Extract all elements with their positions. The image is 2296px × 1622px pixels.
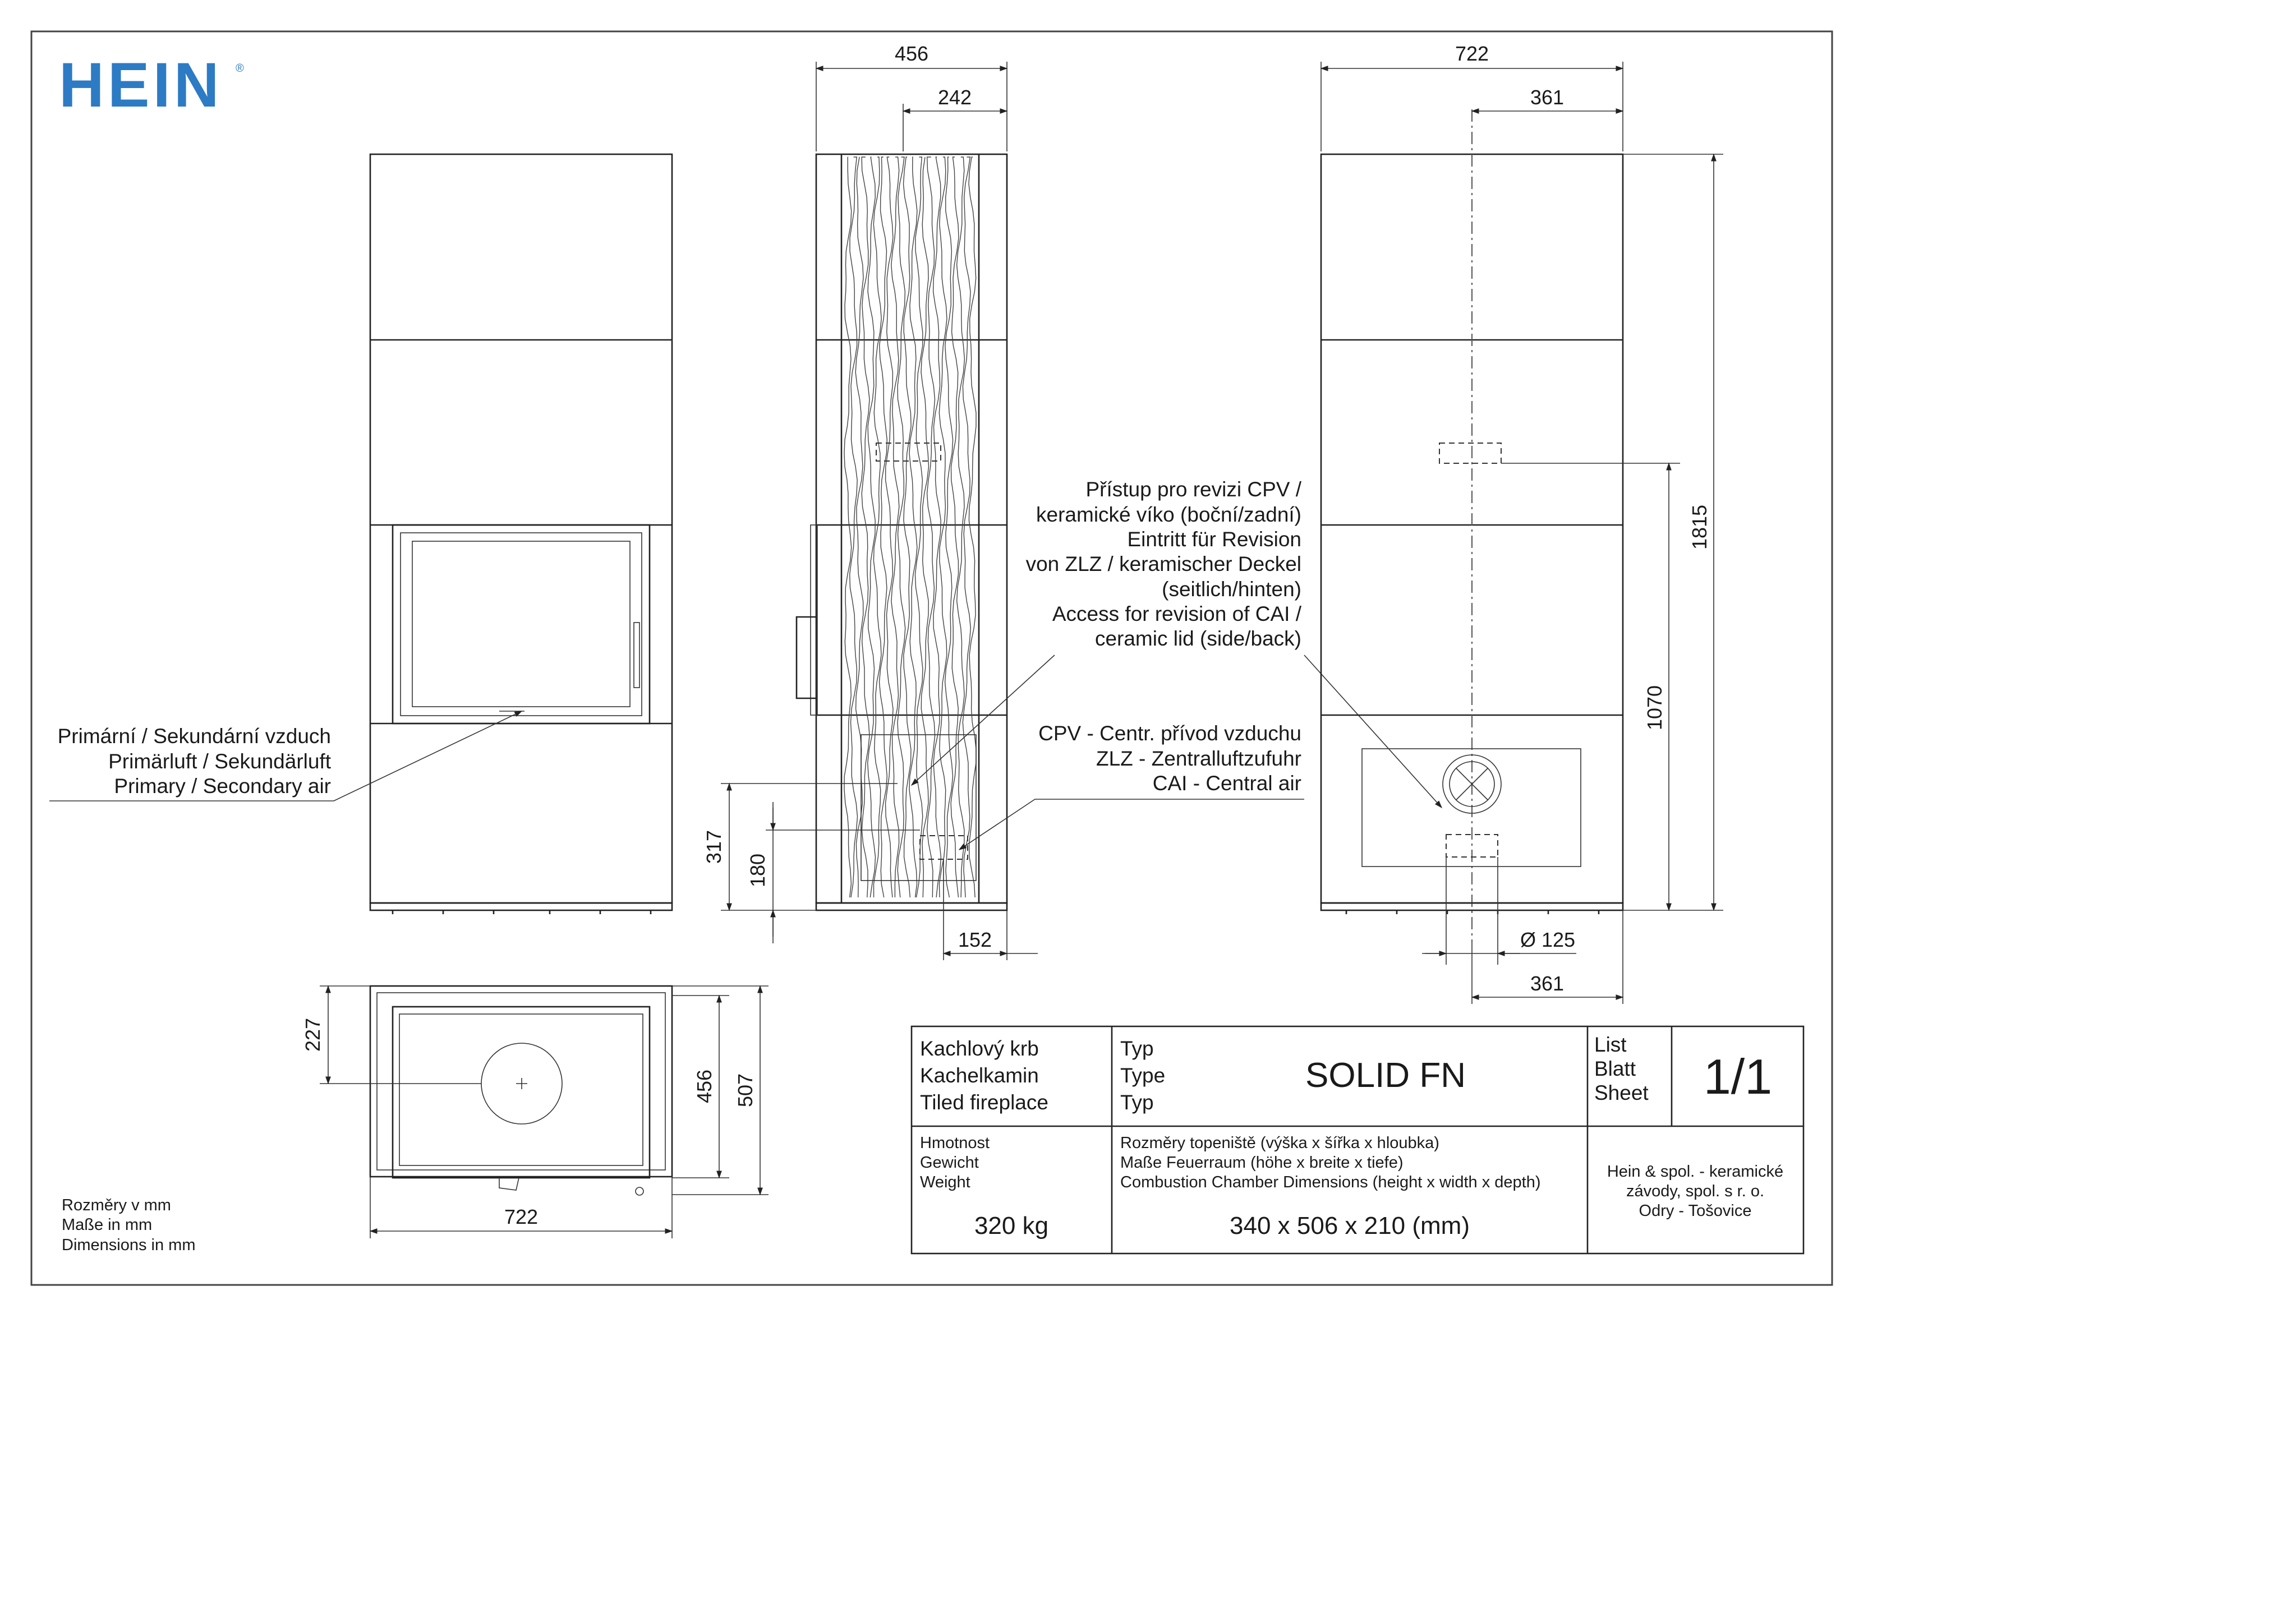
revision-line-7: ceramic lid (side/back) bbox=[1094, 627, 1301, 650]
dim-back-361-bottom-label: 361 bbox=[1530, 972, 1565, 995]
company-line-1: Hein & spol. - keramické bbox=[1607, 1163, 1784, 1181]
side-wave-line bbox=[945, 157, 953, 897]
plan-inner-3 bbox=[399, 1014, 643, 1165]
weight-label-en: Weight bbox=[920, 1173, 970, 1191]
side-wave-line bbox=[904, 157, 912, 897]
side-wave-line bbox=[963, 157, 970, 897]
dim-plan-507-label: 507 bbox=[734, 1073, 757, 1108]
side-wave-line bbox=[921, 157, 929, 897]
front-view bbox=[370, 154, 672, 914]
sheet-label-en: Sheet bbox=[1594, 1081, 1649, 1104]
central-air-cz: CPV - Centr. přívod vzduchu bbox=[1038, 722, 1301, 745]
dim-plan-722-label: 722 bbox=[504, 1205, 539, 1228]
air-label-de: Primärluft / Sekundärluft bbox=[108, 750, 331, 773]
side-wave-line bbox=[844, 157, 852, 897]
back-revision-lid bbox=[1439, 443, 1501, 463]
side-dimensions bbox=[702, 42, 1038, 960]
chamber-label-cz: Rozměry topeniště (výška x šířka x hloubka) bbox=[1120, 1134, 1439, 1152]
revision-line-4: von ZLZ / keramischer Deckel bbox=[1025, 552, 1301, 575]
side-wave-line bbox=[868, 157, 876, 897]
revision-leader-back bbox=[1304, 655, 1442, 808]
chamber-label-en: Combustion Chamber Dimensions (height x width x depth) bbox=[1120, 1173, 1541, 1191]
revision-line-1: Přístup pro revizi CPV / bbox=[1085, 478, 1301, 501]
units-note-cz: Rozměry v mm bbox=[62, 1196, 171, 1214]
product-en: Tiled fireplace bbox=[920, 1091, 1048, 1114]
dim-back-722-label: 722 bbox=[1455, 42, 1489, 65]
air-annotation bbox=[49, 711, 522, 801]
revision-line-5: (seitlich/hinten) bbox=[1162, 578, 1301, 601]
front-body bbox=[370, 154, 672, 903]
dim-side-456-label: 456 bbox=[894, 42, 929, 65]
type-label-cz: Typ bbox=[1120, 1037, 1154, 1060]
product-cz: Kachlový krb bbox=[920, 1037, 1039, 1060]
side-wave-line bbox=[915, 157, 923, 897]
front-plinth bbox=[370, 903, 672, 910]
type-value: SOLID FN bbox=[1305, 1056, 1466, 1095]
plan-outline bbox=[370, 986, 672, 1177]
dim-back-1070-label: 1070 bbox=[1643, 685, 1666, 731]
side-wave-line bbox=[891, 157, 899, 897]
plan-inner-1 bbox=[377, 993, 665, 1170]
dim-side-180-label: 180 bbox=[746, 853, 769, 888]
company-line-2: závody, spol. s r. o. bbox=[1626, 1182, 1765, 1200]
dim-plan-456-label: 456 bbox=[693, 1069, 716, 1104]
plan-handle bbox=[499, 1178, 519, 1190]
central-air-de: ZLZ - Zentralluftzufuhr bbox=[1096, 747, 1301, 770]
front-door-inner bbox=[412, 541, 630, 707]
side-wave-line bbox=[880, 157, 887, 897]
type-label-de: Type bbox=[1120, 1064, 1166, 1087]
revision-leader-side bbox=[912, 655, 1055, 785]
hein-logo bbox=[59, 50, 244, 120]
front-door-glass bbox=[401, 533, 642, 716]
revision-line-2: keramické víko (boční/zadní) bbox=[1036, 503, 1301, 526]
air-label-cz: Primární / Sekundární vzduch bbox=[57, 725, 331, 748]
sheet-value: 1/1 bbox=[1703, 1049, 1773, 1104]
company-line-3: Odry - Tošovice bbox=[1639, 1202, 1752, 1220]
product-de: Kachelkamin bbox=[920, 1064, 1039, 1087]
air-label-en: Primary / Secondary air bbox=[114, 775, 331, 798]
side-wave-line bbox=[909, 157, 917, 897]
front-door-frame bbox=[393, 525, 650, 724]
sheet-label-cz: List bbox=[1594, 1033, 1627, 1056]
weight-label-cz: Hmotnost bbox=[920, 1134, 990, 1152]
dim-plan-227-label: 227 bbox=[301, 1017, 324, 1052]
central-air-annotation bbox=[959, 722, 1304, 850]
units-note bbox=[62, 1196, 196, 1254]
hein-logo-text: HEIN bbox=[59, 50, 223, 120]
side-wave-line bbox=[855, 157, 863, 897]
side-wave-line bbox=[850, 157, 858, 897]
dim-back-1815-label: 1815 bbox=[1688, 504, 1711, 550]
back-dimensions bbox=[1321, 42, 1723, 1004]
side-wave-line bbox=[933, 157, 941, 897]
weight-label-de: Gewicht bbox=[920, 1154, 979, 1172]
side-plinth bbox=[816, 903, 1007, 910]
title-block bbox=[912, 1026, 1803, 1254]
plan-dimensions bbox=[301, 986, 769, 1238]
plan-view bbox=[370, 986, 672, 1195]
side-wave-decor bbox=[844, 157, 976, 897]
dim-back-pipe-label: Ø 125 bbox=[1520, 928, 1576, 951]
side-wave-line bbox=[957, 157, 965, 897]
type-label-en: Typ bbox=[1120, 1091, 1154, 1114]
registered-mark: ® bbox=[236, 62, 244, 75]
sheet-label-de: Blatt bbox=[1594, 1057, 1636, 1080]
back-view bbox=[1321, 109, 1623, 942]
dim-side-152-label: 152 bbox=[958, 928, 992, 951]
chamber-label-de: Maße Feuerraum (höhe x breite x tiefe) bbox=[1120, 1154, 1404, 1172]
central-air-en: CAI - Central air bbox=[1152, 772, 1301, 795]
chamber-value: 340 x 506 x 210 (mm) bbox=[1230, 1212, 1470, 1239]
side-view bbox=[797, 154, 1007, 910]
side-door-handle bbox=[797, 617, 816, 698]
dim-side-242-label: 242 bbox=[937, 86, 972, 109]
front-door-handle bbox=[634, 623, 639, 688]
weight-value: 320 kg bbox=[974, 1212, 1049, 1239]
revision-line-3: Eintritt für Revision bbox=[1127, 528, 1301, 551]
units-note-en: Dimensions in mm bbox=[62, 1236, 196, 1254]
dim-side-317-label: 317 bbox=[702, 830, 725, 864]
side-wave-line bbox=[898, 157, 905, 897]
side-wave-line bbox=[969, 157, 976, 897]
dim-back-361-top-label: 361 bbox=[1530, 86, 1565, 109]
plan-inner-2 bbox=[393, 1007, 650, 1178]
revision-line-6: Access for revision of CAI / bbox=[1052, 602, 1301, 625]
central-air-leader bbox=[959, 799, 1304, 850]
units-note-de: Maße in mm bbox=[62, 1216, 153, 1234]
plan-knob bbox=[636, 1187, 643, 1195]
